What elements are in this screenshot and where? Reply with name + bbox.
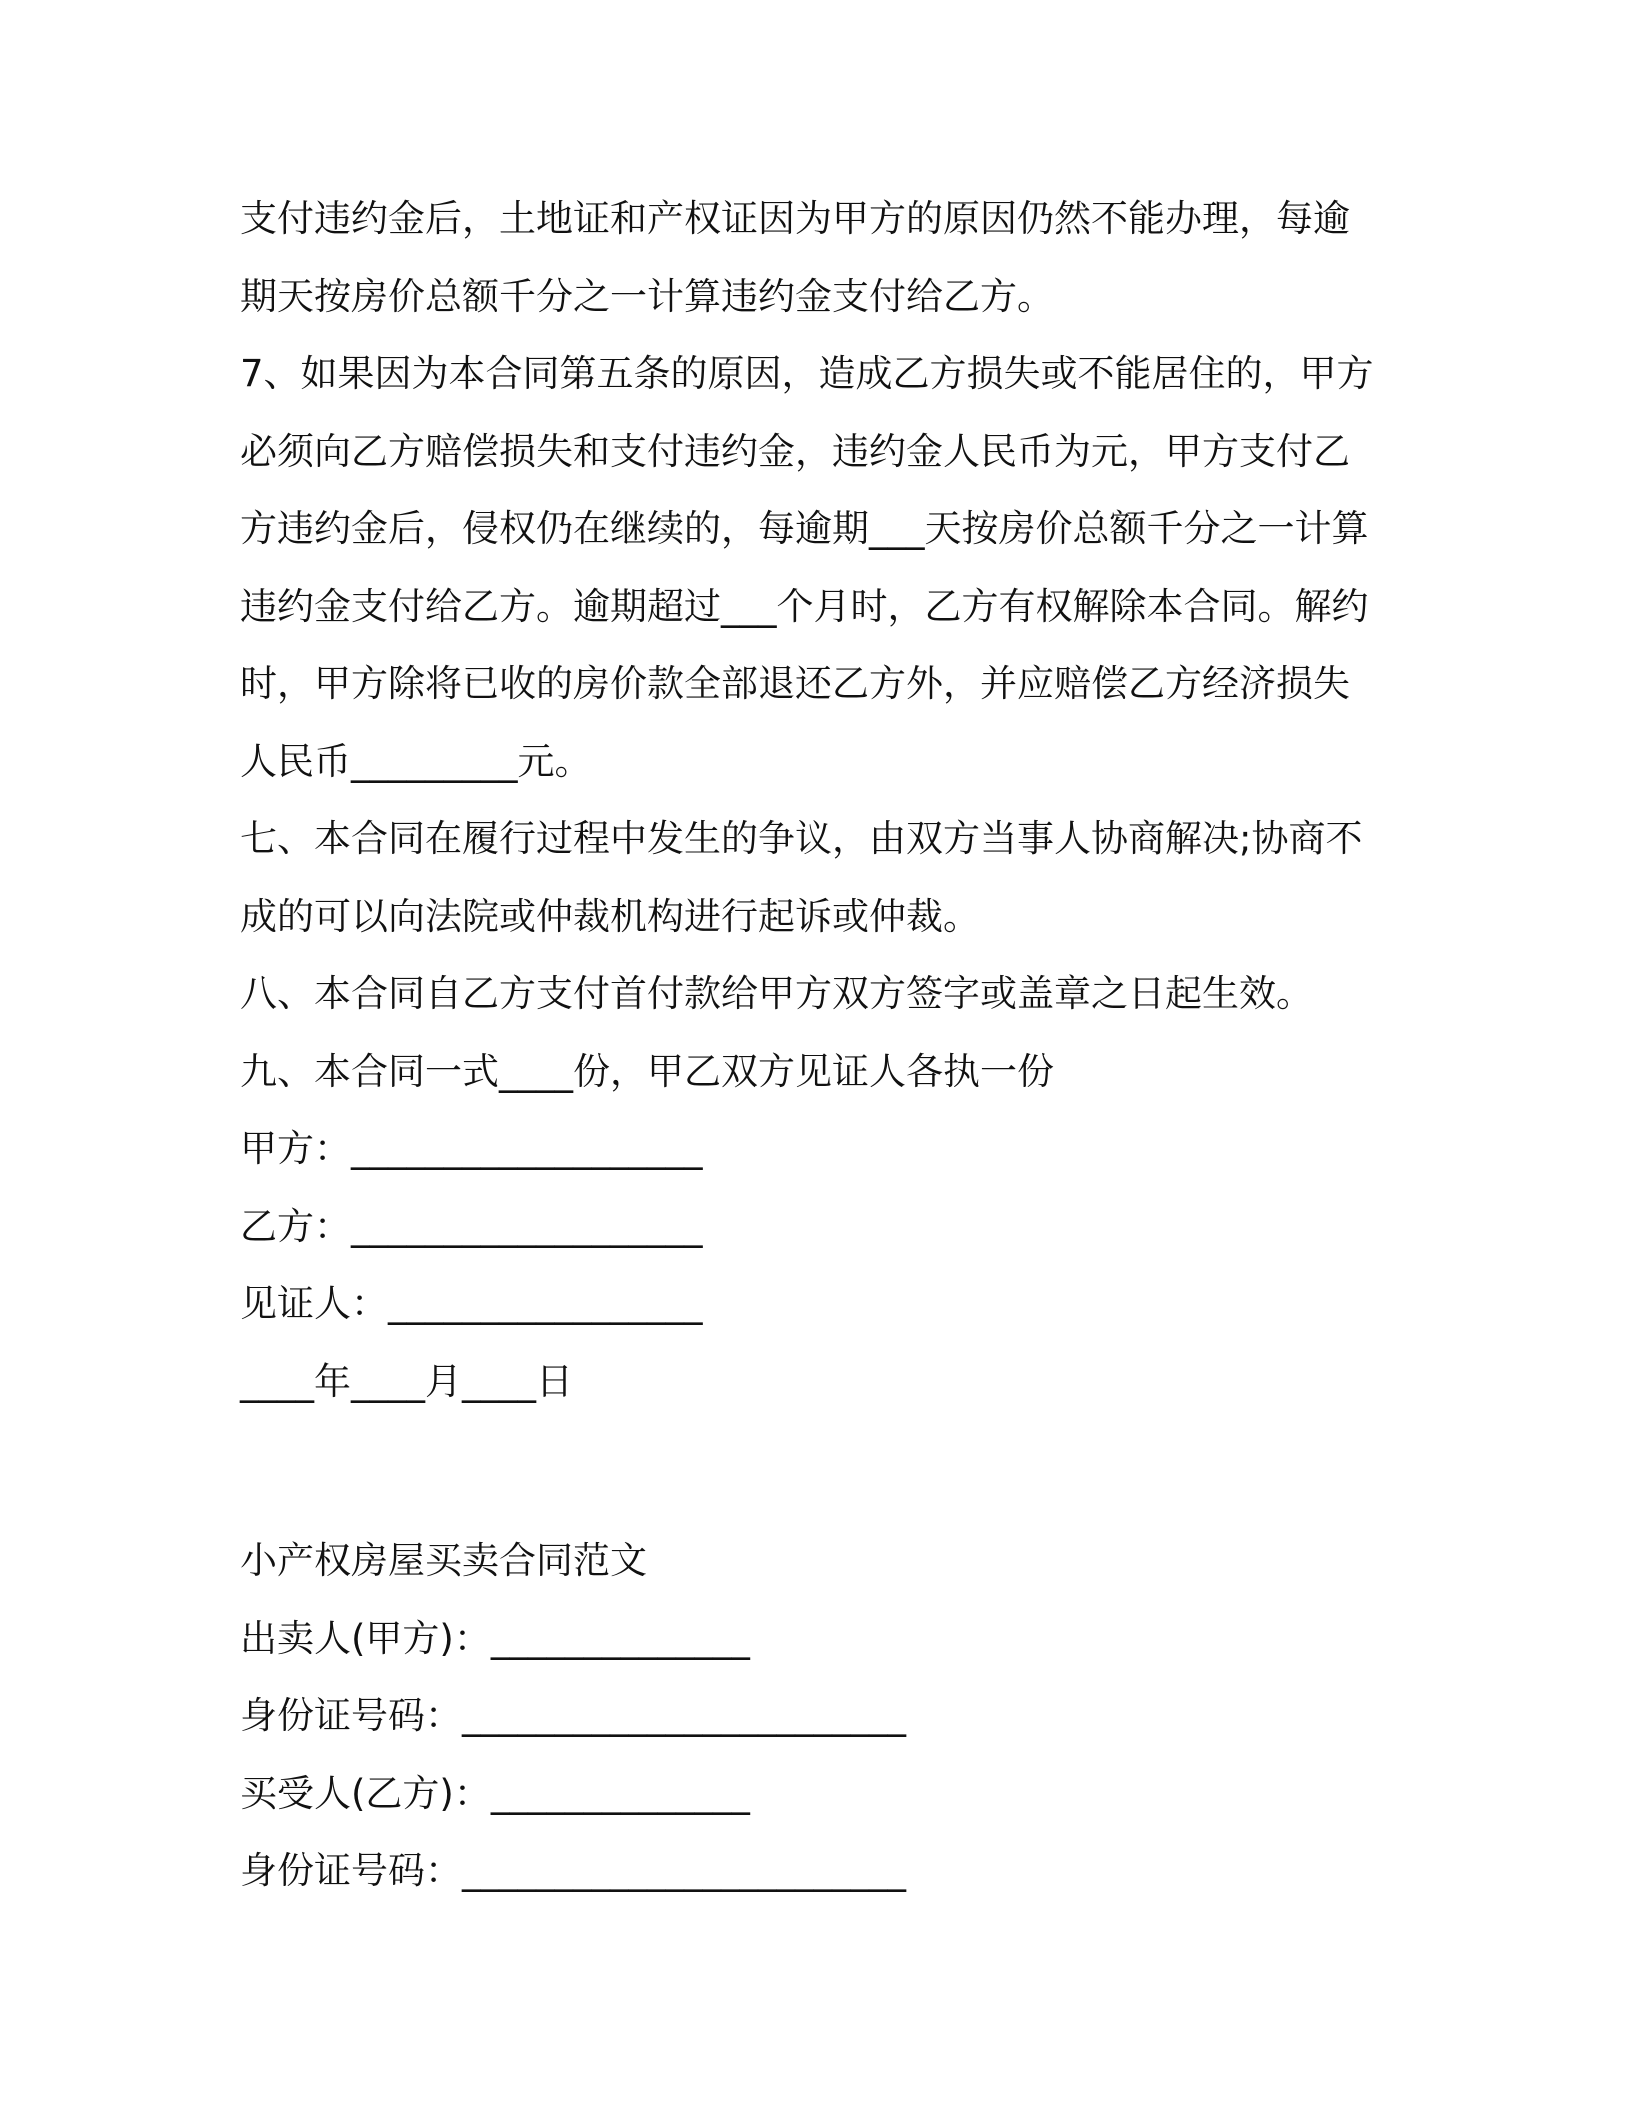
seller-field: 出卖人(甲方)：______________: [240, 1616, 750, 1660]
document-page: [240, 188, 1390, 1918]
party-b-signature-line: 乙方：___________________: [240, 1204, 703, 1248]
text-line-11: 八、本合同自乙方支付首付款给甲方双方签字或盖章之日起生效。: [240, 972, 1313, 1015]
party-a-signature-line: 甲方：___________________: [240, 1127, 703, 1170]
section-title: 小产权房屋买卖合同范文: [240, 1539, 647, 1582]
text-line-6: 违约金支付给乙方。逾期超过___个月时，乙方有权解除本合同。解约: [240, 584, 1369, 628]
text-line-4: 必须向乙方赔偿损失和支付违约金，违约金人民币为元，甲方支付乙: [240, 429, 1350, 473]
text-line-9: 七、本合同在履行过程中发生的争议，由双方当事人协商解决;协商不: [240, 817, 1363, 860]
text-line-5: 方违约金后，侵权仍在继续的，每逾期___天按房价总额千分之一计算: [240, 507, 1369, 550]
buyer-id-field: 身份证号码：________________________: [240, 1849, 906, 1892]
text-line-2: 期天按房价总额千分之一计算违约金支付给乙方。: [240, 274, 1054, 318]
text-line-10: 成的可以向法院或仲裁机构进行起诉或仲裁。: [240, 894, 980, 938]
text-line-12: 九、本合同一式____份，甲乙双方见证人各执一份: [240, 1049, 1054, 1093]
seller-id-field: 身份证号码：________________________: [240, 1694, 906, 1737]
text-line-7: 时，甲方除将已收的房价款全部退还乙方外，并应赔偿乙方经济损失: [240, 662, 1350, 705]
text-line-3: 7、如果因为本合同第五条的原因，造成乙方损失或不能居住的，甲方: [240, 352, 1374, 395]
text-line-8: 人民币_________元。: [240, 739, 592, 783]
witness-signature-line: 见证人：_________________: [240, 1282, 703, 1325]
text-line-1: 支付违约金后，土地证和产权证因为甲方的原因仍然不能办理，每逾: [240, 197, 1350, 240]
buyer-field: 买受人(乙方)：______________: [240, 1771, 750, 1815]
section-gap: [240, 1428, 1390, 1530]
date-line: ____年____月____日: [240, 1359, 573, 1403]
